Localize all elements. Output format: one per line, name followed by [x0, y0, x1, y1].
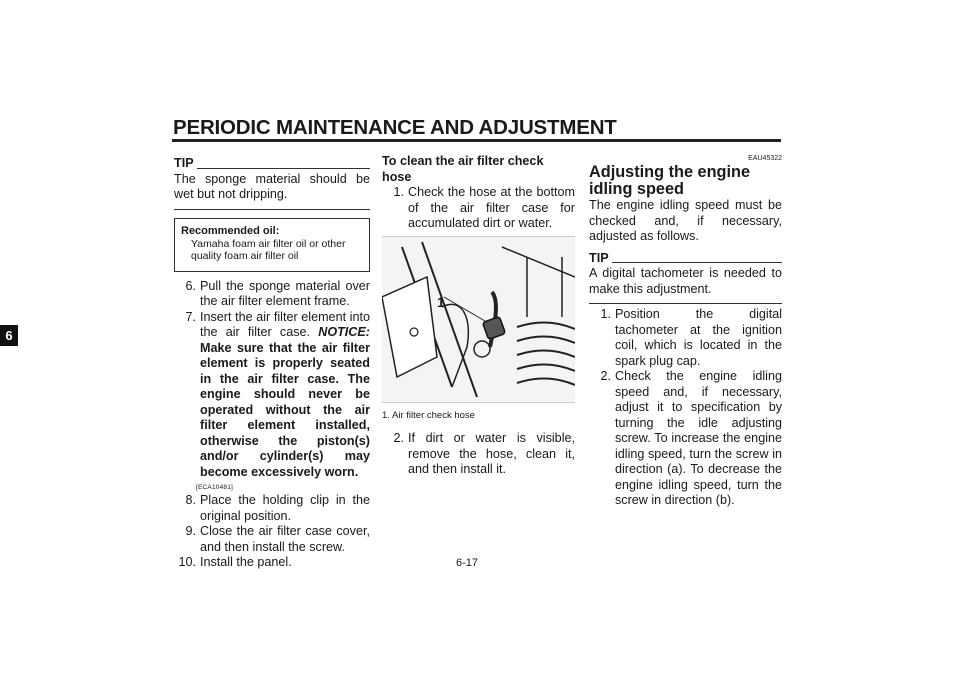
figure-callout-label: 1 [437, 293, 445, 310]
list-item: 9. Close the air filter case cover, and then install the screw. [185, 524, 370, 554]
list-item: 1. Position the digital tachometer at the ignition coil, which is located in the spark plug cap. [600, 307, 782, 368]
list-item: 10. Install the panel. [178, 555, 292, 569]
list-item: 7. Insert the air filter element into the air filter case. NOTICE: Make sure that the air filter element is properly seated in the air filter case. The engine should never be operated without the air filter element installed, otherwise the piston(s) and/or cylinder(s) may become excessively worn. [185, 309, 370, 479]
list-item: 2. If dirt or water is visible, remove the hose, clean it, and then install it. [393, 431, 575, 476]
tip-end-rule [589, 303, 782, 304]
section-code: EAU45322 [748, 155, 782, 162]
step-list [174, 279, 370, 571]
tip-heading [174, 156, 370, 172]
list-item: 6. Pull the sponge material over the air filter element frame. [185, 278, 370, 308]
air-filter-hose-figure [382, 236, 575, 403]
notice-text: Make sure that the air filter element is properly seated in the air filter case. The engine should never be operated without the air filter element installed, otherwise the piston(s) and/or cylinder(s) may become excessively worn. [200, 340, 370, 479]
tip-text: The sponge material should be wet but not dripping. [174, 171, 370, 201]
column-middle [382, 154, 575, 478]
notice-code: [ECA10481] [196, 484, 234, 491]
tip-label: TIP [174, 156, 194, 170]
step-list [382, 185, 575, 232]
engine-illustration [382, 237, 575, 402]
tip-text: A digital tachometer is needed to make this adjustment. [589, 266, 782, 296]
header-rule [172, 139, 781, 142]
section-intro: The engine idling speed must be checked and, if necessary, adjusted as follows. [589, 198, 782, 243]
box-text: Yamaha foam air filter oil or other quality foam air filter oil [191, 237, 346, 262]
list-item: 2. Check the engine idling speed and, if necessary, adjust it to specification by turning the idle adjusting screw. To increase the engine idling speed, turn the screw in direction (a). To decrease the engine idling speed, turn the screw in direction (b). [600, 369, 782, 507]
check-hose-heading: To clean the air filter check hose [382, 154, 544, 184]
figure-caption: 1. Air filter check hose [382, 409, 475, 421]
page-number: 6-17 [456, 557, 479, 569]
tip-heading [589, 251, 782, 267]
step-list [382, 431, 575, 478]
section-heading: Adjusting the engine idling speed [589, 163, 750, 198]
column-right [589, 154, 782, 509]
page-title: PERIODIC MAINTENANCE AND ADJUSTMENT [173, 116, 617, 139]
tip-label: TIP [589, 250, 609, 265]
recommended-oil-box [174, 218, 370, 272]
list-item: 1. Check the hose at the bottom of the air filter case for accumulated dirt or water. [393, 185, 575, 230]
step-list [589, 307, 782, 509]
chapter-tab: 6 [0, 325, 18, 346]
column-left [174, 156, 370, 571]
list-item: 8. Place the holding clip in the original position. [185, 493, 370, 523]
notice-label: NOTICE: [318, 325, 370, 339]
box-title: Recommended oil: [181, 224, 280, 237]
tip-end-rule [174, 209, 370, 210]
